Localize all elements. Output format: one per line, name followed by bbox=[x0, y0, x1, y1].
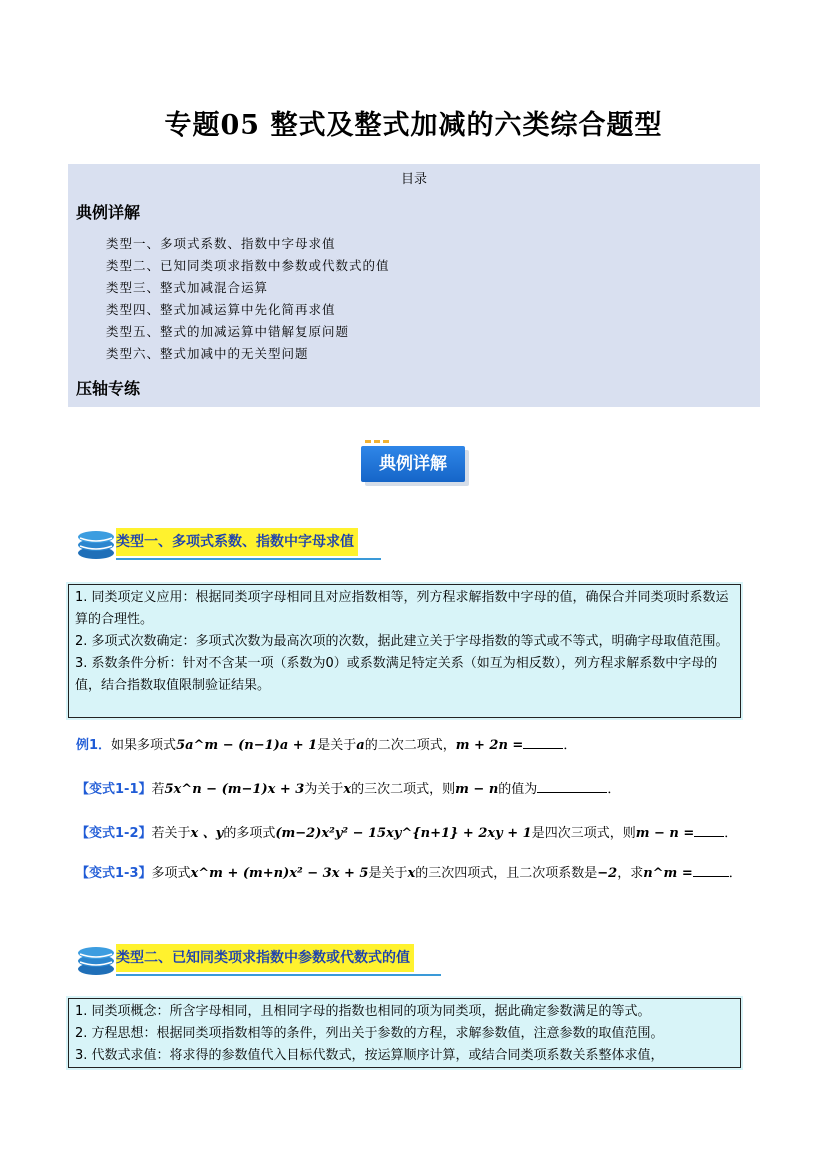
q-text: 是关于 bbox=[368, 866, 408, 881]
q-text: 的多项式 bbox=[223, 826, 276, 841]
toc-item-4[interactable]: 类型四、整式加减运算中先化简再求值 bbox=[106, 302, 336, 317]
q-text: 的三次四项式，且二次项系数是 bbox=[415, 866, 598, 881]
question-tag: 【变式1-2】 bbox=[76, 826, 152, 841]
q-text: 如果多项式 bbox=[111, 738, 177, 753]
answer-blank[interactable] bbox=[693, 864, 729, 877]
toc-item-6[interactable]: 类型六、整式加减中的无关型问题 bbox=[106, 346, 309, 361]
books-icon bbox=[76, 942, 116, 976]
tip-1: 1. 同类项定义应用：根据同类项字母相同且对应指数相等，列方程求解指数中字母的值，确保合并同类项时系数运算的合理性。 bbox=[75, 590, 729, 627]
question-tag: 【变式1-3】 bbox=[76, 866, 152, 881]
toc-item-1[interactable]: 类型一、多项式系数、指数中字母求值 bbox=[106, 236, 336, 251]
toc-item-5[interactable]: 类型五、整式的加减运算中错解复原问题 bbox=[106, 324, 350, 339]
tip-1: 1. 同类项概念：所含字母相同，且相同字母的指数也相同的项为同类项，据此确定参数满足的等式。 bbox=[75, 1004, 651, 1019]
answer-blank[interactable] bbox=[523, 736, 563, 749]
q-math: 5x^n − (m−1)x + 3 bbox=[164, 782, 305, 797]
toc-section-examples[interactable]: 典例详解 bbox=[76, 203, 141, 222]
type2-tips bbox=[68, 998, 741, 1068]
table-of-contents bbox=[68, 164, 760, 407]
type2-underline bbox=[116, 974, 441, 976]
question-example-1 bbox=[76, 734, 576, 753]
type1-tips bbox=[68, 584, 741, 718]
q-math: m − n bbox=[455, 782, 499, 797]
q-text: ，求 bbox=[617, 866, 644, 881]
page-title: 专题05 整式及整式加减的六类综合题型 bbox=[164, 110, 663, 141]
type1-header bbox=[76, 524, 396, 562]
toc-item-3[interactable]: 类型三、整式加减混合运算 bbox=[106, 280, 269, 295]
banner-decoration bbox=[365, 440, 389, 443]
type2-label: 类型二、已知同类项求指数中参数或代数式的值 bbox=[116, 944, 414, 972]
answer-blank[interactable] bbox=[537, 780, 607, 793]
q-text: 的三次二项式，则 bbox=[351, 782, 456, 797]
q-text: ． bbox=[728, 866, 742, 881]
toc-item-2[interactable]: 类型二、已知同类项求指数中参数或代数式的值 bbox=[106, 258, 390, 273]
q-math: m − n = bbox=[635, 826, 695, 841]
tip-3: 3. 代数式求值：将求得的参数值代入目标代数式，按运算顺序计算，或结合同类项系数关系整体求值， bbox=[75, 1048, 664, 1063]
q-math: x^m + (m+n)x² − 3x + 5 bbox=[190, 866, 369, 881]
q-text: 为关于 bbox=[304, 782, 344, 797]
tip-3: 3. 系数条件分析：针对不含某一项（系数为0）或系数满足特定关系（如互为相反数），列方程求解系数中字母的值，结合指数取值限制验证结果。 bbox=[75, 656, 718, 693]
q-text: 是四次三项式，则 bbox=[531, 826, 636, 841]
q-math: m + 2n = bbox=[455, 738, 524, 753]
section-banner: 典例详解 bbox=[361, 446, 465, 482]
q-text: 若 bbox=[151, 782, 165, 797]
toc-section-practice[interactable]: 压轴专练 bbox=[76, 379, 141, 398]
question-tag: 例1． bbox=[76, 738, 112, 753]
q-math: a bbox=[356, 738, 365, 753]
type1-label: 类型一、多项式系数、指数中字母求值 bbox=[116, 528, 358, 556]
tip-2: 2. 方程思想：根据同类项指数相等的条件，列出关于参数的方程，求解参数值，注意参数的取值范围。 bbox=[75, 1026, 664, 1041]
tip-2: 2. 多项式次数确定：多项式次数为最高次项的次数，据此建立关于字母指数的等式或不等式，明确字母取值范围。 bbox=[75, 634, 729, 649]
type1-underline bbox=[116, 558, 381, 560]
q-text: ． bbox=[607, 782, 621, 797]
q-math: x 、y bbox=[190, 826, 224, 841]
q-text: 是关于 bbox=[317, 738, 357, 753]
q-math: x bbox=[343, 782, 352, 797]
question-variant-1-1 bbox=[76, 778, 620, 797]
q-math: n^m = bbox=[643, 866, 693, 881]
question-variant-1-3 bbox=[76, 862, 742, 881]
type2-header bbox=[76, 940, 456, 978]
q-math: 5a^m − (n−1)a + 1 bbox=[176, 738, 318, 753]
q-text: ． bbox=[724, 826, 738, 841]
answer-blank[interactable] bbox=[694, 824, 724, 837]
question-variant-1-2 bbox=[76, 822, 737, 841]
q-text: 的二次二项式， bbox=[364, 738, 456, 753]
q-text: ． bbox=[563, 738, 577, 753]
q-text: 若关于 bbox=[151, 826, 191, 841]
q-math: x bbox=[407, 866, 416, 881]
question-tag: 【变式1-1】 bbox=[76, 782, 152, 797]
q-math: −2 bbox=[597, 866, 618, 881]
books-icon bbox=[76, 526, 116, 560]
q-math: (m−2)x²y² − 15xy^{n+1} + 2xy + 1 bbox=[275, 826, 532, 841]
q-text: 的值为 bbox=[498, 782, 538, 797]
toc-heading: 目录 bbox=[400, 172, 427, 187]
q-text: 多项式 bbox=[151, 866, 191, 881]
